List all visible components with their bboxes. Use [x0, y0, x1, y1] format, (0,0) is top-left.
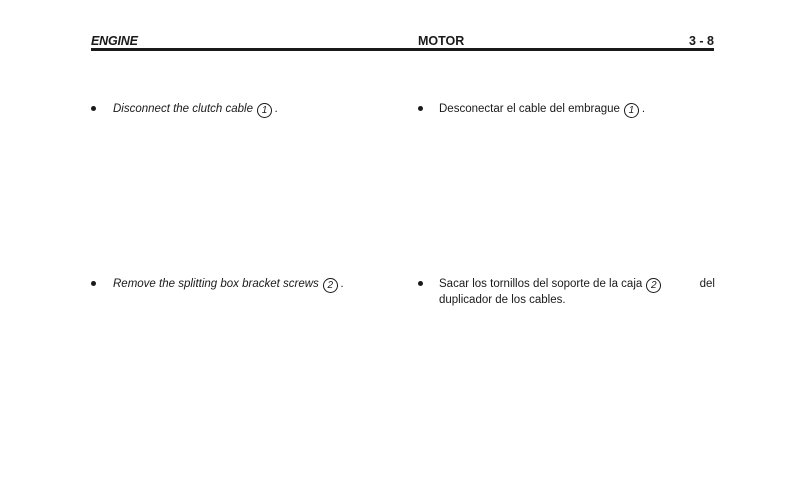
callout-number-2: 2: [323, 278, 338, 293]
step-2-spanish-line-2: duplicador de los cables.: [439, 294, 566, 306]
callout-number-1: 1: [624, 103, 639, 118]
bullet-icon: [418, 106, 423, 111]
bullet-icon: [91, 106, 96, 111]
step-2-spanish: [439, 277, 715, 307]
callout-number-1: 1: [257, 103, 272, 118]
step-2-english-punct: .: [340, 278, 345, 290]
step-1-english: [113, 102, 278, 118]
callout-number-2: 2: [646, 278, 661, 293]
page-number: 3 - 8: [688, 34, 714, 48]
step-1-spanish-text: Desconectar el cable del embrague: [439, 103, 620, 115]
step-2-spanish-line-1-main: [439, 277, 661, 293]
bullet-icon: [91, 281, 96, 286]
bullet-icon: [418, 281, 423, 286]
page-header: [91, 30, 714, 51]
step-1-english-text: Disconnect the clutch cable: [113, 103, 253, 115]
step-2-english: [113, 277, 344, 293]
step-1-english-punct: .: [275, 103, 279, 115]
step-2-english-text: Remove the splitting box bracket screws: [113, 278, 319, 290]
section-title-english: ENGINE: [91, 34, 138, 48]
header-rule: [91, 48, 714, 51]
step-2-spanish-text: Sacar los tornillos del soporte de la caja: [439, 278, 643, 290]
step-2-spanish-line-1: [439, 277, 715, 293]
step-1-spanish-punct: .: [641, 103, 646, 115]
section-title-spanish: MOTOR: [418, 34, 465, 48]
step-1-spanish: [439, 102, 645, 118]
step-2-spanish-trailing: del: [699, 278, 715, 290]
